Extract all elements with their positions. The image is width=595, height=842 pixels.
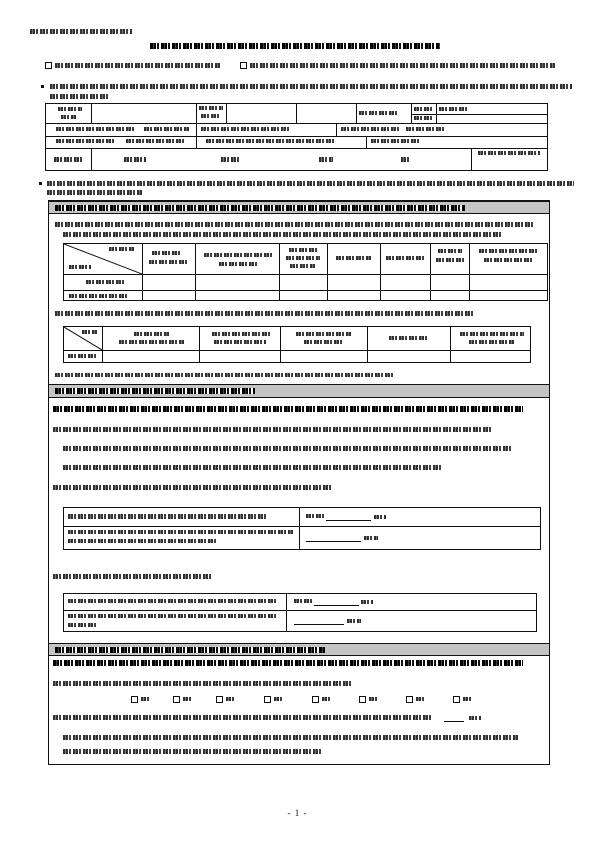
option-label — [369, 697, 379, 701]
form-title — [150, 43, 440, 49]
paragraph-text — [63, 465, 443, 470]
table-rule — [356, 104, 357, 123]
table-rule — [367, 327, 368, 362]
question-text — [63, 232, 503, 237]
column-header — [214, 340, 266, 344]
table-rule — [64, 610, 536, 611]
section-3-header — [49, 643, 549, 656]
checkbox — [45, 62, 52, 69]
table-rule — [296, 104, 297, 123]
answer-unit — [364, 536, 378, 540]
column-header — [296, 332, 351, 336]
table-rule — [366, 136, 367, 148]
row-label — [68, 599, 278, 603]
paragraph-text — [63, 749, 323, 754]
option-label — [274, 697, 284, 701]
instruction-note — [47, 181, 574, 186]
row-label — [68, 514, 268, 519]
question-text — [55, 311, 475, 316]
answer-blank — [444, 721, 464, 722]
column-header — [336, 256, 372, 260]
field-label — [359, 111, 399, 115]
checkbox — [240, 62, 247, 69]
answer-prefix — [306, 514, 324, 518]
survey-section-box — [48, 200, 550, 765]
section-1-heading — [55, 205, 465, 211]
table-rule — [411, 104, 412, 123]
option-label — [322, 697, 332, 701]
field-label — [206, 139, 336, 143]
table-rule — [226, 104, 227, 123]
question-text — [53, 681, 353, 686]
row-label — [69, 294, 129, 298]
instruction-note — [50, 84, 572, 89]
answer-blank — [314, 605, 359, 606]
column-header — [289, 248, 317, 252]
applicant-info-table — [45, 103, 548, 171]
column-header — [304, 340, 342, 344]
field-label — [54, 157, 82, 162]
option-label — [141, 697, 151, 701]
bullet-mark — [41, 85, 44, 88]
instruction-note — [47, 190, 142, 195]
column-header — [469, 340, 514, 344]
answer-table — [63, 593, 537, 632]
answer-blank — [326, 520, 371, 521]
question-text — [53, 485, 333, 490]
field-label — [201, 127, 291, 131]
bullet-mark — [39, 182, 42, 185]
table-rule — [64, 350, 530, 351]
answer-unit — [361, 600, 373, 604]
paragraph-text — [63, 446, 513, 451]
field-label — [58, 107, 82, 111]
row-label — [68, 539, 218, 543]
answer-unit — [347, 619, 361, 623]
field-label — [401, 157, 409, 162]
instruction-note — [50, 94, 110, 99]
column-header — [204, 253, 272, 257]
column-header — [389, 336, 429, 340]
table-rule — [471, 148, 472, 171]
field-label — [56, 127, 136, 131]
footnote-text — [55, 373, 395, 377]
field-label — [414, 107, 433, 111]
row-label — [86, 280, 124, 284]
field-label — [439, 107, 469, 111]
section-3-heading — [55, 647, 325, 653]
field-label — [126, 139, 186, 143]
table-rule — [469, 244, 470, 300]
row-label — [68, 614, 278, 618]
table-rule — [64, 290, 547, 291]
field-label — [61, 115, 77, 119]
checkbox — [406, 696, 413, 703]
section-2-header — [49, 384, 549, 398]
column-header — [460, 332, 524, 336]
table-rule — [450, 327, 451, 362]
breakdown-table — [63, 326, 531, 363]
checkbox — [312, 696, 319, 703]
answer-unit — [469, 716, 481, 720]
field-label — [371, 139, 421, 143]
option-label — [416, 697, 426, 701]
question-heading — [53, 660, 523, 666]
column-header — [152, 251, 182, 255]
field-label — [124, 157, 146, 162]
checkbox — [173, 696, 180, 703]
table-rule — [199, 327, 200, 362]
checkbox — [453, 696, 460, 703]
column-header — [149, 260, 187, 264]
column-header — [286, 256, 320, 260]
row-label — [68, 530, 293, 534]
table-rule — [411, 114, 547, 115]
form-number-label — [30, 29, 132, 34]
table-rule — [196, 104, 197, 148]
option-label — [463, 697, 473, 701]
option-label — [250, 63, 555, 68]
question-heading — [53, 406, 523, 412]
column-header — [436, 258, 464, 262]
table-rule — [430, 244, 431, 300]
section-1-header — [49, 201, 549, 214]
question-text — [53, 574, 213, 579]
field-label — [144, 127, 189, 131]
option-label — [183, 697, 193, 701]
question-text — [55, 222, 535, 227]
table-rule — [280, 327, 281, 362]
checkbox — [216, 696, 223, 703]
field-label — [406, 127, 446, 131]
paragraph-text — [53, 427, 493, 432]
option-label — [226, 697, 236, 701]
table-rule — [64, 526, 540, 527]
table-rule — [286, 594, 287, 631]
question-text — [53, 715, 433, 720]
table-rule — [380, 244, 381, 300]
checkbox — [359, 696, 366, 703]
table-rule — [336, 123, 337, 136]
field-label — [199, 106, 223, 110]
column-header — [484, 258, 534, 262]
table-rule — [299, 508, 300, 549]
column-header — [438, 249, 462, 253]
column-header — [109, 247, 134, 251]
table-rule — [64, 274, 547, 275]
answer-blank — [294, 624, 344, 625]
table-rule — [46, 136, 547, 137]
table-rule — [195, 244, 196, 300]
field-label — [341, 127, 401, 131]
field-label — [221, 157, 241, 162]
column-header — [386, 256, 424, 260]
table-rule — [46, 123, 547, 124]
column-header — [290, 264, 315, 268]
section-2-heading — [55, 388, 255, 394]
column-header — [219, 262, 259, 266]
table-rule — [91, 104, 92, 123]
column-header — [119, 340, 184, 344]
field-label — [319, 157, 333, 162]
option-label — [55, 63, 220, 68]
table-rule — [102, 327, 103, 362]
column-header — [82, 330, 98, 334]
checkbox — [264, 696, 271, 703]
page-number: - 1 - — [287, 808, 308, 818]
row-label — [68, 354, 96, 358]
answer-blank — [306, 541, 361, 542]
field-label — [56, 139, 116, 143]
count-table — [63, 243, 548, 301]
paragraph-text — [63, 735, 518, 740]
checkbox — [131, 696, 138, 703]
table-rule — [279, 244, 280, 300]
answer-table — [63, 507, 541, 550]
field-label — [414, 116, 432, 120]
field-label — [201, 114, 221, 118]
row-header — [69, 265, 91, 269]
table-rule — [436, 104, 437, 123]
column-header — [212, 332, 270, 336]
column-header — [134, 332, 169, 336]
table-rule — [91, 148, 92, 171]
field-label — [478, 151, 540, 155]
answer-unit — [374, 515, 386, 519]
column-header — [479, 249, 539, 253]
row-label — [68, 623, 98, 627]
table-rule — [142, 244, 143, 300]
table-rule — [327, 244, 328, 300]
answer-prefix — [294, 599, 312, 603]
